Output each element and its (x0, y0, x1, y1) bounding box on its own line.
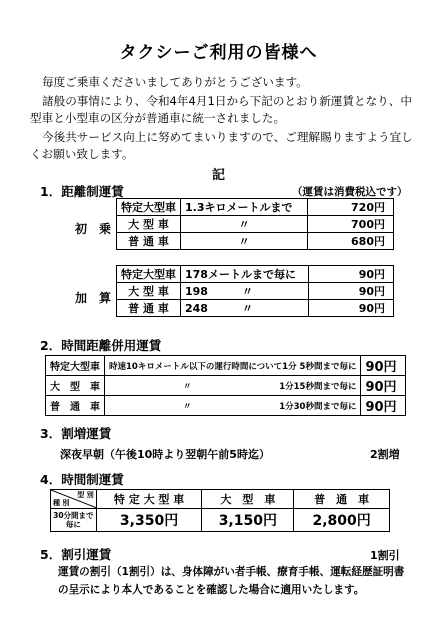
column-header: 特 定 大 型 車 (96, 490, 202, 509)
section1-title: 1．距離制運賃 (40, 184, 124, 199)
section5-title: 5．割引運賃 (40, 547, 112, 562)
ditto-mark: 〃 (241, 302, 253, 315)
ditto-mark: 〃 (183, 381, 192, 392)
car-type: 普 通 車 (117, 300, 181, 317)
fare-price: 90円 (361, 396, 405, 416)
kasan-label: 加 算 (75, 291, 112, 305)
fare-price: 90円 (361, 356, 405, 376)
distance-desc: 1.3キロメートルまで (181, 199, 308, 216)
ditto-mark: 〃 (183, 401, 192, 412)
intro-line-1: 毎度ご乗車くださいましてありがとうございます。 (42, 75, 308, 89)
table-row (51, 509, 390, 532)
intro-line-2: 諸般の事情により、令和4年4月1日から下記のとおり新運賃となり、中型車と小型車の区分が普通車に統一されました。 (30, 94, 412, 125)
time-interval: 1分30秒間まで毎に (279, 401, 357, 412)
corner-cell (51, 490, 97, 509)
page-title: タクシーご利用の皆様へ (119, 43, 318, 63)
table-row (46, 376, 406, 396)
table-row (117, 233, 394, 250)
car-type: 大 型 車 (46, 376, 105, 396)
surcharge-rate: 2割増 (370, 448, 400, 461)
hatsujo-label: 初 乗 (75, 222, 112, 236)
fare-price: 90円 (361, 376, 405, 396)
distance-value: 198 (185, 285, 208, 298)
time-interval: 1分15秒間まで毎に (279, 381, 357, 392)
distance-value: 248 (185, 302, 208, 315)
column-header: 大 型 車 (202, 490, 294, 509)
corner-bottom-label: 種 別 (53, 499, 70, 507)
surcharge-text: 深夜早朝（午後10時より翌朝午前5時迄） (60, 448, 270, 461)
car-type: 普 通 車 (46, 396, 105, 416)
table-row (117, 266, 394, 283)
intro-line-3: 今後共サービス向上に努めてまいりますので、ご理解賜りますよう宜しくお願い致します。 (30, 130, 413, 161)
table-row (117, 283, 394, 300)
time-condition (105, 376, 361, 396)
section3-title: 3．割増運賃 (40, 426, 112, 441)
fare-price: 90円 (308, 300, 393, 317)
car-type: 特定大型車 (117, 199, 181, 216)
time-condition: 時速10キロメートル以下の運行時間について1分 5秒間まで毎に (105, 356, 361, 376)
column-header: 普 通 車 (294, 490, 390, 509)
car-type: 特定大型車 (46, 356, 105, 376)
fare-price: 3,350円 (96, 509, 202, 532)
table-header-row (51, 490, 390, 509)
section1-tax-note: （運賃は消費税込です） (292, 186, 408, 198)
ditto-mark: 〃 (181, 233, 308, 250)
table-row (117, 216, 394, 233)
time-distance-table (45, 355, 406, 416)
fare-price: 700円 (308, 216, 394, 233)
table-row (46, 396, 406, 416)
ki-heading: 記 (211, 168, 225, 183)
fare-price: 2,800円 (294, 509, 390, 532)
ditto-mark: 〃 (181, 216, 308, 233)
discount-rate: 1割引 (370, 549, 400, 562)
distance-desc: 178メートルまで毎に (181, 266, 309, 283)
hourly-fare-table (50, 489, 390, 532)
time-condition (105, 396, 361, 416)
fare-price: 90円 (308, 266, 393, 283)
discount-line-2: の呈示により本人であることを確認した場合に適用いたします。 (58, 584, 365, 596)
hatsujo-table (116, 198, 394, 250)
car-type: 大 型 車 (117, 283, 181, 300)
discount-line-1: 運賃の割引（1割引）は、身体障がい者手帳、療育手帳、運転経歴証明書 (58, 566, 405, 578)
distance-desc (181, 283, 309, 300)
fare-price: 680円 (308, 233, 394, 250)
fare-price: 90円 (308, 283, 393, 300)
ditto-mark: 〃 (241, 285, 253, 298)
car-type: 特定大型車 (117, 266, 181, 283)
fare-price: 720円 (308, 199, 394, 216)
table-row (46, 356, 406, 376)
row-label: 30分間まで毎に (51, 509, 97, 532)
table-row (117, 199, 394, 216)
distance-desc (181, 300, 309, 317)
section4-title: 4．時間制運賃 (40, 472, 124, 487)
section2-title: 2．時間距離併用運賃 (40, 338, 162, 353)
table-row (117, 300, 394, 317)
kasan-table (116, 265, 394, 317)
fare-price: 3,150円 (202, 509, 294, 532)
car-type: 大 型 車 (117, 216, 181, 233)
corner-top-label: 型 別 (77, 491, 94, 499)
car-type: 普 通 車 (117, 233, 181, 250)
